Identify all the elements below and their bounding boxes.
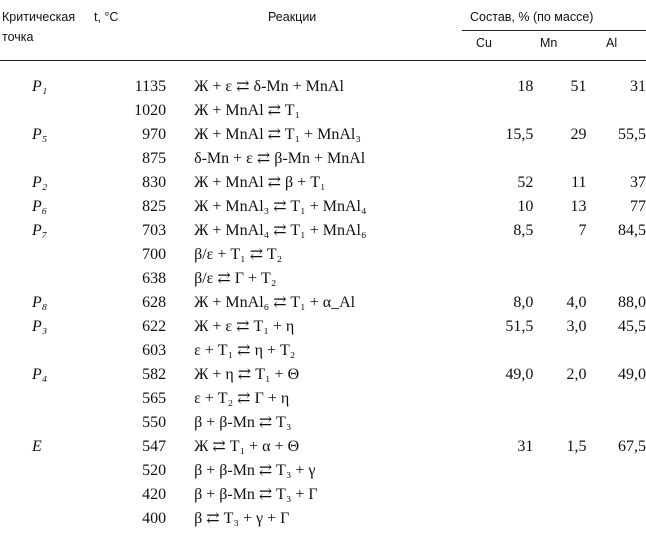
- cu-percent-cell: 15,5: [505, 126, 534, 143]
- reaction-cell: Ж + MnAl ⇄ β + T₁: [194, 174, 326, 191]
- mn-percent-cell: 7: [578, 222, 587, 239]
- header-bottom-rule: [0, 60, 646, 61]
- reaction-cell: β + β-Mn ⇄ T₃ + γ: [194, 462, 316, 479]
- mn-percent-cell: 3,0: [566, 318, 587, 335]
- table-row: [0, 411, 646, 435]
- al-percent-cell: [586, 507, 646, 531]
- mn-percent-cell: [533, 387, 586, 411]
- al-percent-cell: 31: [630, 78, 646, 95]
- header-cu: Cu: [476, 36, 492, 50]
- temperature-cell: 582: [142, 366, 167, 383]
- critical-point-cell: [0, 339, 109, 363]
- cu-percent-cell: [487, 507, 533, 531]
- mn-percent-cell: [533, 99, 586, 123]
- reaction-cell: Ж + MnAl ⇄ T₁ + MnAl₃: [194, 126, 361, 143]
- header-al: Al: [606, 36, 618, 50]
- cu-percent-cell: [487, 483, 533, 507]
- temperature-cell: 700: [142, 246, 167, 263]
- temperature-cell: 603: [142, 342, 167, 359]
- mn-percent-cell: 13: [570, 198, 587, 215]
- cu-percent-cell: 8,0: [513, 294, 534, 311]
- table-row: [0, 483, 646, 507]
- critical-point-cell: P₄: [32, 366, 48, 383]
- cu-percent-cell: 49,0: [505, 366, 534, 383]
- al-percent-cell: 84,5: [618, 222, 646, 239]
- critical-point-cell: P₅: [32, 126, 48, 143]
- reaction-cell: β + β-Mn ⇄ T₃: [194, 414, 292, 431]
- mn-percent-cell: [533, 459, 586, 483]
- temperature-cell: 703: [142, 222, 167, 239]
- cu-percent-cell: [487, 339, 533, 363]
- critical-point-cell: [0, 507, 109, 531]
- al-percent-cell: [586, 483, 646, 507]
- mn-percent-cell: [533, 483, 586, 507]
- reaction-cell: Ж + η ⇄ T₁ + Θ: [194, 366, 300, 383]
- temperature-cell: 628: [142, 294, 167, 311]
- critical-point-cell: [0, 267, 109, 291]
- mn-percent-cell: 1,5: [566, 438, 587, 455]
- reaction-cell: δ-Mn + ε ⇄ β-Mn + MnAl: [194, 150, 366, 167]
- table-row: [0, 387, 646, 411]
- cu-percent-cell: 8,5: [513, 222, 534, 239]
- reaction-cell: Ж + MnAl ⇄ T₁: [194, 102, 301, 119]
- temperature-cell: 825: [142, 198, 167, 215]
- al-percent-cell: 45,5: [618, 318, 646, 335]
- header-composition: Состав, % (по массе): [470, 10, 594, 24]
- table-row: [0, 75, 646, 99]
- table-row: [0, 315, 646, 339]
- al-percent-cell: [586, 147, 646, 171]
- critical-point-cell: [0, 387, 109, 411]
- mn-percent-cell: [533, 243, 586, 267]
- table-row: [0, 195, 646, 219]
- al-percent-cell: 67,5: [618, 438, 646, 455]
- table-row: [0, 507, 646, 531]
- mn-percent-cell: 51: [570, 78, 587, 95]
- cu-percent-cell: [487, 267, 533, 291]
- table-row: [0, 171, 646, 195]
- critical-point-cell: [0, 147, 109, 171]
- cu-percent-cell: [487, 459, 533, 483]
- reaction-cell: Ж ⇄ T₁ + α + Θ: [194, 438, 300, 455]
- cu-percent-cell: 51,5: [505, 318, 534, 335]
- temperature-cell: 565: [142, 390, 167, 407]
- critical-point-cell: [0, 99, 109, 123]
- critical-point-cell: P₇: [32, 222, 48, 239]
- mn-percent-cell: [533, 147, 586, 171]
- al-percent-cell: [586, 459, 646, 483]
- table-row: [0, 339, 646, 363]
- critical-point-cell: [0, 411, 109, 435]
- table-row: [0, 291, 646, 315]
- critical-point-cell: [0, 483, 109, 507]
- reaction-cell: Ж + MnAl₆ ⇄ T₁ + α_Al: [194, 294, 356, 311]
- header-mn: Mn: [540, 36, 558, 50]
- temperature-cell: 1135: [134, 78, 167, 95]
- header-reactions: Реакции: [268, 10, 317, 24]
- mn-percent-cell: 29: [570, 126, 587, 143]
- al-percent-cell: 49,0: [618, 366, 646, 383]
- cu-percent-cell: [487, 387, 533, 411]
- al-percent-cell: [586, 339, 646, 363]
- al-percent-cell: [586, 387, 646, 411]
- critical-point-cell: P₈: [32, 294, 48, 311]
- mn-percent-cell: 11: [571, 174, 587, 191]
- al-percent-cell: [586, 411, 646, 435]
- mn-percent-cell: [533, 267, 586, 291]
- critical-point-cell: P₆: [32, 198, 48, 215]
- table-row: [0, 99, 646, 123]
- temperature-cell: 830: [142, 174, 167, 191]
- reaction-cell: β/ε ⇄ Γ + T₂: [194, 270, 277, 287]
- mn-percent-cell: 4,0: [566, 294, 587, 311]
- table-row: [0, 435, 646, 459]
- composition-underline: [462, 30, 646, 31]
- temperature-cell: 1020: [134, 102, 167, 119]
- cu-percent-cell: 18: [517, 78, 534, 95]
- reactions-table: [0, 75, 646, 531]
- reaction-cell: Ж + ε ⇄ δ-Mn + MnAl: [194, 78, 344, 95]
- table-row: [0, 267, 646, 291]
- temperature-cell: 638: [142, 270, 167, 287]
- al-percent-cell: 77: [630, 198, 646, 215]
- critical-point-cell: [0, 459, 109, 483]
- mn-percent-cell: [533, 507, 586, 531]
- cu-percent-cell: 31: [517, 438, 534, 455]
- al-percent-cell: 37: [630, 174, 646, 191]
- al-percent-cell: [586, 267, 646, 291]
- header-critical-point-line1: Критическая: [2, 10, 76, 24]
- reaction-cell: β + β-Mn ⇄ T₃ + Γ: [194, 486, 318, 503]
- cu-percent-cell: [487, 147, 533, 171]
- reaction-cell: ε + T₂ ⇄ Γ + η: [194, 390, 290, 407]
- reaction-cell: β ⇄ T₃ + γ + Γ: [194, 510, 290, 527]
- cu-percent-cell: [487, 99, 533, 123]
- cu-percent-cell: [487, 411, 533, 435]
- temperature-cell: 520: [142, 462, 167, 479]
- temperature-cell: 547: [142, 438, 167, 455]
- table-row: [0, 123, 646, 147]
- critical-point-cell: P₃: [32, 318, 48, 335]
- al-percent-cell: 55,5: [618, 126, 646, 143]
- critical-point-cell: P₁: [32, 78, 48, 95]
- al-percent-cell: [586, 99, 646, 123]
- temperature-cell: 420: [142, 486, 167, 503]
- reaction-cell: β/ε + T₁ ⇄ T₂: [194, 246, 283, 263]
- cu-percent-cell: [487, 243, 533, 267]
- reaction-cell: Ж + MnAl₄ ⇄ T₁ + MnAl₆: [194, 222, 367, 239]
- temperature-cell: 622: [142, 318, 167, 335]
- temperature-cell: 550: [142, 414, 167, 431]
- al-percent-cell: 88,0: [618, 294, 646, 311]
- al-percent-cell: [586, 243, 646, 267]
- mn-percent-cell: [533, 411, 586, 435]
- temperature-cell: 970: [142, 126, 167, 143]
- mn-percent-cell: [533, 339, 586, 363]
- cu-percent-cell: 52: [517, 174, 534, 191]
- critical-point-cell: P₂: [32, 174, 48, 191]
- reaction-cell: Ж + ε ⇄ T₁ + η: [194, 318, 295, 335]
- critical-point-cell: E: [32, 438, 42, 455]
- table-row: [0, 363, 646, 387]
- table-row: [0, 459, 646, 483]
- table-row: [0, 219, 646, 243]
- header-temperature: t, °C: [94, 10, 119, 24]
- reaction-cell: ε + T₁ ⇄ η + T₂: [194, 342, 296, 359]
- critical-point-cell: [0, 243, 109, 267]
- table-row: [0, 147, 646, 171]
- temperature-cell: 400: [142, 510, 167, 527]
- reaction-cell: Ж + MnAl₃ ⇄ T₁ + MnAl₄: [194, 198, 367, 215]
- cu-percent-cell: 10: [517, 198, 534, 215]
- header-critical-point-line2: точка: [2, 30, 34, 44]
- table-row: [0, 243, 646, 267]
- mn-percent-cell: 2,0: [566, 366, 587, 383]
- temperature-cell: 875: [142, 150, 167, 167]
